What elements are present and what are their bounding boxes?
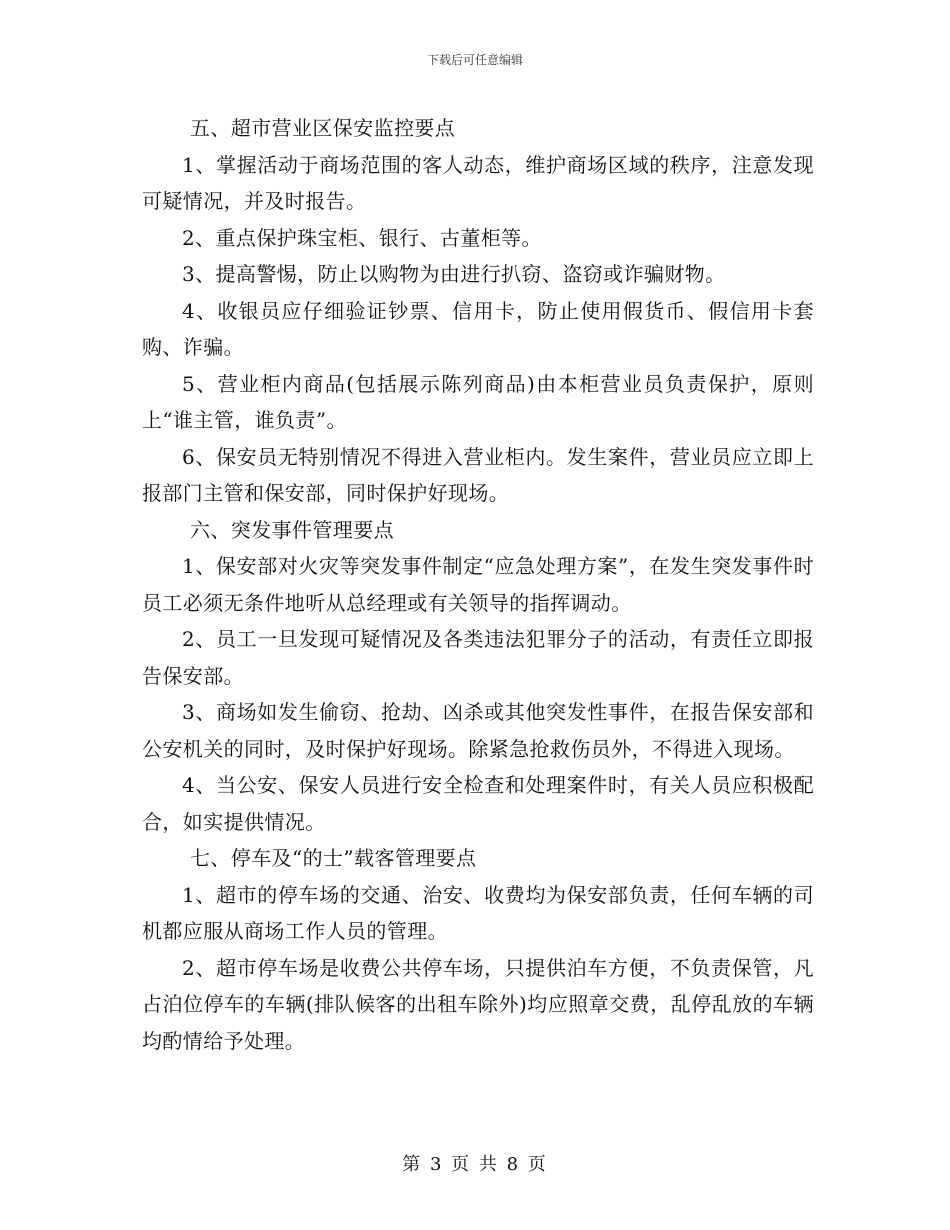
paragraph: 2、重点保护珠宝柜、银行、古董柜等。: [182, 225, 542, 250]
paragraph: 1、保安部对火灾等突发事件制定“应急处理方案”，在发生突发事件时员工必须无条件地听从总经理或有关领导的指挥调动。: [142, 554, 814, 615]
paragraph: 6、保安员无特别情况不得进入营业柜内。发生案件，营业员应立即上报部门主管和保安部，同时保护好现场。: [142, 444, 814, 505]
document-body: [142, 110, 814, 1059]
paragraph: 2、员工一旦发现可疑情况及各类违法犯罪分子的活动，有责任立即报告保安部。: [142, 627, 814, 688]
paragraph: 1、掌握活动于商场范围的客人动态，维护商场区域的秩序，注意发现可疑情况，并及时报告。: [142, 152, 814, 213]
paragraph: 3、商场如发生偷窃、抢劫、凶杀或其他突发性事件，在报告保安部和公安机关的同时，及时保护好现场。除紧急抢救伤员外，不得进入现场。: [142, 700, 814, 761]
page-header: 下载后可任意编辑: [426, 53, 523, 67]
paragraph: 1、超市的停车场的交通、治安、收费均为保安部负责，任何车辆的司机都应服从商场工作人员的管理。: [142, 882, 814, 943]
paragraph: 2、超市停车场是收费公共停车场，只提供泊车方便，不负责保管，凡占泊位停车的车辆(排队候客的出租车除外)均应照章交费，乱停乱放的车辆均酌情给予处理。: [142, 955, 814, 1053]
section-heading-5: 五、超市营业区保安监控要点: [190, 116, 456, 140]
paragraph: 3、提高警惕，防止以购物为由进行扒窃、盗窃或诈骗财物。: [182, 262, 726, 286]
section-heading-7: 七、停车及“的士”载客管理要点: [190, 846, 477, 870]
section-heading-6: 六、突发事件管理要点: [190, 517, 394, 542]
paragraph: 5、营业柜内商品(包括展示陈列商品)由本柜营业员负责保护，原则上“谁主管，谁负责”。: [142, 371, 814, 432]
paragraph: 4、收银员应仔细验证钞票、信用卡，防止使用假货币、假信用卡套购、诈骗。: [142, 298, 814, 359]
paragraph: 4、当公安、保安人员进行安全检查和处理案件时，有关人员应积极配合，如实提供情况。: [142, 773, 814, 834]
page-number-footer: 第 3 页 共 8 页: [402, 1154, 548, 1175]
